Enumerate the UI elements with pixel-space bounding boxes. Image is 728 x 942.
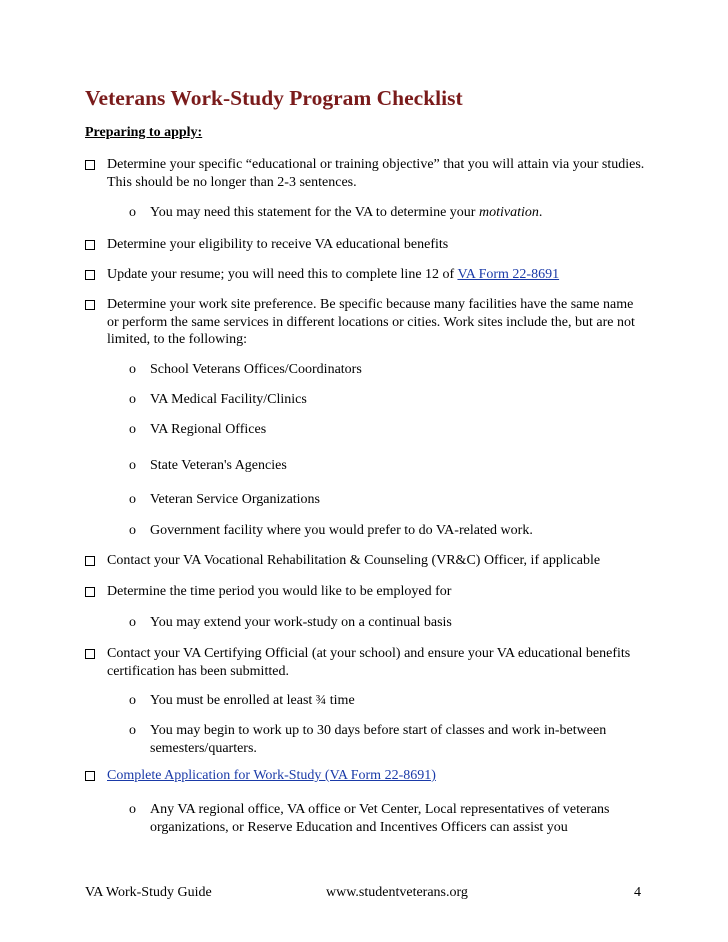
sub-bullet-text: Any VA regional office, VA office or Vet Center, Local representatives of veterans organizations, or Reserve Education and Incentives Officers can assist you <box>150 802 610 835</box>
sub-bullet-text: Veteran Service Organizations <box>150 492 321 507</box>
sub-bullet-motivation <box>129 204 634 222</box>
sub-bullet-text: School Veterans Offices/Coordinators <box>150 362 362 377</box>
sub-bullet-service-orgs <box>129 491 634 509</box>
checklist-item-vrc-officer <box>85 552 645 570</box>
checklist-item-eligibility <box>85 236 645 254</box>
checkbox-icon[interactable] <box>85 554 95 564</box>
bullet-icon: o <box>129 615 136 630</box>
checklist-item-time-period <box>85 583 645 601</box>
sub-bullet-begin-work <box>129 722 634 757</box>
checklist-item-objective <box>85 156 645 191</box>
sub-bullet-state-agencies <box>129 457 634 475</box>
checkbox-icon[interactable] <box>85 769 95 779</box>
sub-bullet-text: VA Medical Facility/Clinics <box>150 392 307 407</box>
checklist-item-application <box>85 767 645 785</box>
checkbox-icon[interactable] <box>85 647 95 657</box>
checklist-item-text: Contact your VA Vocational Rehabilitation & Counseling (VR&C) Officer, if applicable <box>107 553 601 568</box>
bullet-icon: o <box>129 392 136 407</box>
bullet-icon: o <box>129 422 136 437</box>
sub-bullet-government-facility <box>129 522 634 540</box>
sub-bullet-medical-facility <box>129 391 634 409</box>
checklist-item-resume <box>85 266 645 284</box>
checkbox-icon[interactable] <box>85 585 95 595</box>
sub-bullet-text: State Veteran's Agencies <box>150 458 287 473</box>
checklist-item-text: Update your resume; you will need this to complete line 12 of VA Form 22-8691 <box>107 267 560 282</box>
sub-bullet-text: Government facility where you would prefer to do VA-related work. <box>150 523 533 538</box>
bullet-icon: o <box>129 802 136 817</box>
checklist-item-work-site <box>85 296 645 349</box>
footer-page-number: 4 <box>634 885 641 900</box>
checklist-item-certifying-official <box>85 645 645 680</box>
va-form-link[interactable]: VA Form 22-8691 <box>457 267 560 282</box>
sub-bullet-assistance <box>129 801 634 836</box>
footer-guide-name: VA Work-Study Guide <box>85 885 212 900</box>
checklist-item-text: Determine your work site preference. Be specific because many facilities have the same name or perform the same services in different locations or cities. Work sites include the, but are not limited, to the following: <box>107 297 635 347</box>
checkbox-icon[interactable] <box>85 238 95 248</box>
section-subheading: Preparing to apply: <box>85 125 203 140</box>
bullet-icon: o <box>129 523 136 538</box>
sub-bullet-school-offices <box>129 361 634 379</box>
checkbox-icon[interactable] <box>85 158 95 168</box>
bullet-icon: o <box>129 362 136 377</box>
bullet-icon: o <box>129 723 136 738</box>
checklist-item-text: Determine the time period you would like to be employed for <box>107 584 452 599</box>
bullet-icon: o <box>129 205 136 220</box>
sub-bullet-text: You must be enrolled at least ¾ time <box>150 693 355 708</box>
sub-bullet-text: You may need this statement for the VA to determine your motivation. <box>150 205 543 220</box>
bullet-icon: o <box>129 458 136 473</box>
bullet-icon: o <box>129 693 136 708</box>
sub-bullet-text: You may begin to work up to 30 days before start of classes and work in-between semesters/quarters. <box>150 723 607 756</box>
sub-bullet-text: You may extend your work-study on a continual basis <box>150 615 452 630</box>
checkbox-icon[interactable] <box>85 268 95 278</box>
checklist-item-text: Determine your specific “educational or training objective” that you will attain via your studies. This should be no longer than 2-3 sentences. <box>107 157 645 190</box>
page-title: Veterans Work-Study Program Checklist <box>85 86 463 110</box>
sub-bullet-extend <box>129 614 634 632</box>
checklist-item-text: Determine your eligibility to receive VA educational benefits <box>107 237 449 252</box>
footer-website: www.studentveterans.org <box>326 885 468 900</box>
checklist-item-text <box>107 767 645 785</box>
bullet-icon: o <box>129 492 136 507</box>
sub-bullet-text: VA Regional Offices <box>150 422 267 437</box>
application-link[interactable]: Complete Application for Work-Study (VA Form 22-8691) <box>107 768 436 783</box>
checklist-item-text: Contact your VA Certifying Official (at your school) and ensure your VA educational benefits certification has been submitted. <box>107 646 631 679</box>
checkbox-icon[interactable] <box>85 298 95 308</box>
sub-bullet-enrolled <box>129 692 634 710</box>
sub-bullet-regional-offices <box>129 421 634 439</box>
